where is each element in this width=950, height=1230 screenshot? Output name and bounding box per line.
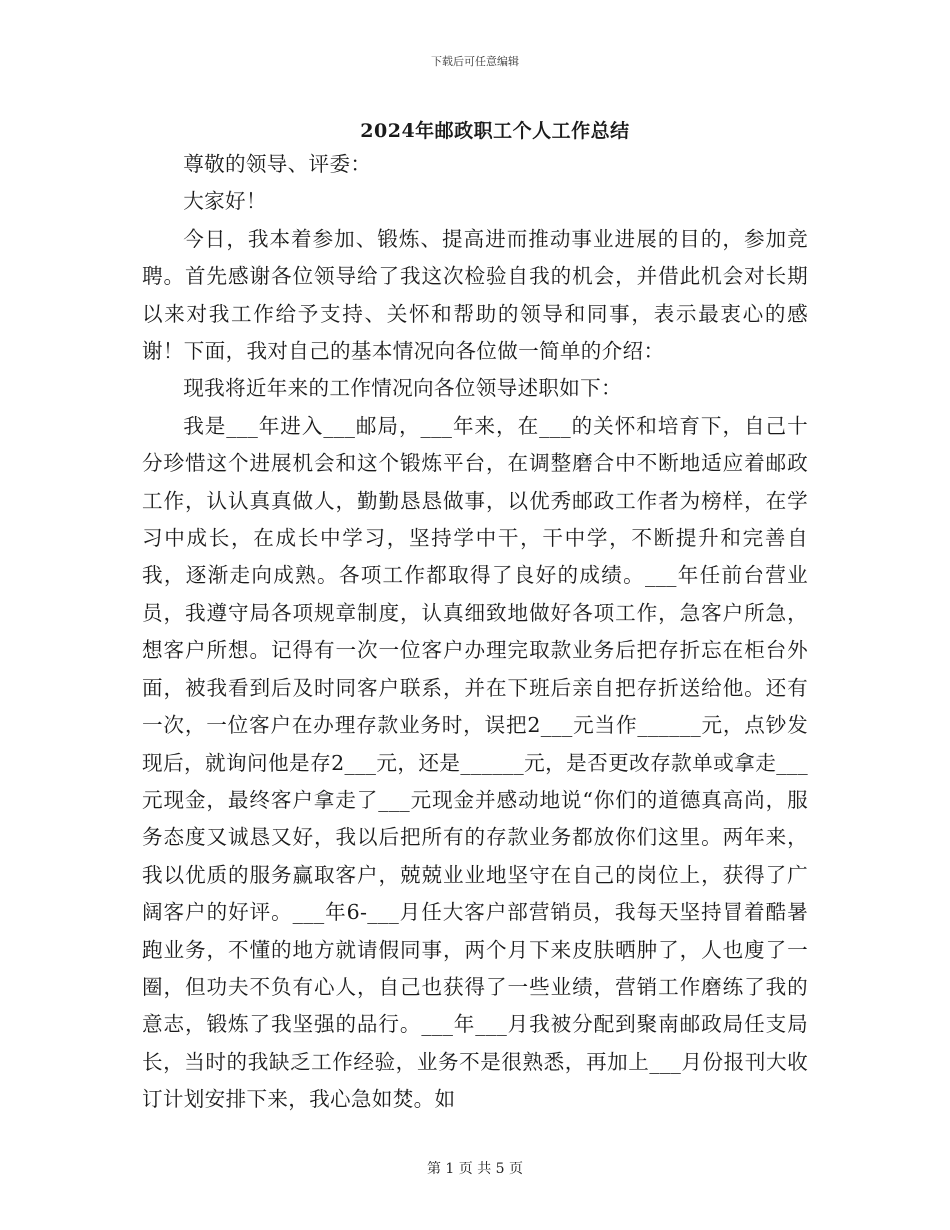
salutation: 尊敬的领导、评委： — [183, 152, 372, 176]
document-title: 2024年邮政职工个人工作总结 — [360, 120, 630, 142]
paragraph-intro: 今日，我本着参加、锻炼、提高进而推动事业进展的目的，参加竞聘。首先感谢各位领导给了我这次检验自我的机会，并借此机会对长期以来对我工作给予支持、关怀和帮助的领导和同事，表示最衷心的感谢！下面，我对自己的基本情况向各位做一简单的介绍： — [142, 226, 808, 364]
download-note: 下载后可任意编辑 — [431, 55, 519, 68]
greeting: 大家好！ — [183, 189, 267, 214]
paragraph-work-history: 我是___年进入___邮局，___年来，在___的关怀和培育下，自己十分珍惜这个进展机会和这个锻炼平台，在调整磨合中不断地适应着邮政工作，认认真真做人，勤勤恳恳做事，以优秀邮政工作者为榜样，在学习中成长，在成长中学习，坚持学中干，干中学，不断提升和完善自我，逐渐走向成熟。各项工作都取得了良好的成绩。___年任前台营业员，我遵守局各项规章制度，认真细致地做好各项工作，急客户所急，想客户所想。记得有一次一位客户办理完取款业务后把存折忘在柜台外面，被我看到后及时同客户联系，并在下班后亲自把存折送给他。还有一次，一位客户在办理存款业务时，误把2___元当作______元，点钞发现后，就询问他是存2___元，还是______元，是否更改存款单或拿走___元现金，最终客户拿走了___元现金并感动地说“你们的道德真高尚，服务态度又诚恳又好，我以后把所有的存款业务都放你们这里。两年来，我以优质的服务赢取客户，兢兢业业地坚守在自己的岗位上，获得了广阔客户的好评。___年6-___月任大客户部营销员，我每天坚持冒着酷暑跑业务，不懂的地方就请假同事，两个月下来皮肤晒肿了，人也廋了一圈，但功夫不负有心人，自己也获得了一些业绩，营销工作磨练了我的意志，锻炼了我坚强的品行。___年___月我被分配到聚南邮政局任支局长，当时的我缺乏工作经验，业务不是很熟悉，再加上___月份报刊大收订计划安排下来，我心急如焚。如 — [142, 413, 808, 1112]
document-body — [142, 146, 808, 1119]
paragraph-report-lead: 现我将近年来的工作情况向各位领导述职如下： — [183, 376, 622, 401]
page-number: 第 1 页 共 5 页 — [426, 1161, 524, 1177]
